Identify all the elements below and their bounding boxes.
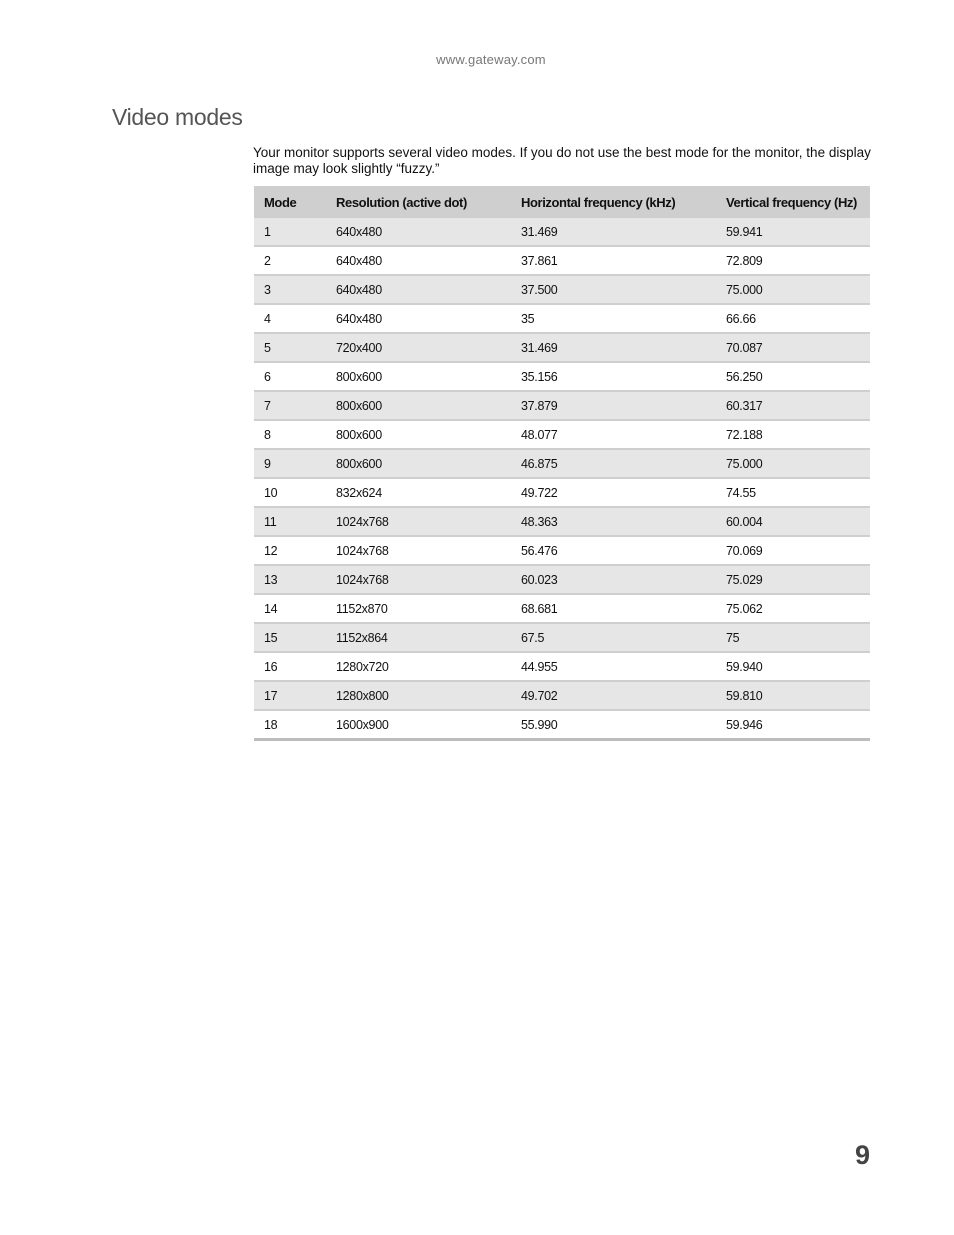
cell-mode: 12 xyxy=(254,536,326,565)
cell-resolution: 800x600 xyxy=(326,449,511,478)
cell-horizontal-frequency: 46.875 xyxy=(511,449,716,478)
cell-vertical-frequency: 75.029 xyxy=(716,565,870,594)
cell-vertical-frequency: 56.250 xyxy=(716,362,870,391)
cell-mode: 13 xyxy=(254,565,326,594)
cell-mode: 16 xyxy=(254,652,326,681)
cell-resolution: 800x600 xyxy=(326,420,511,449)
cell-vertical-frequency: 75.000 xyxy=(716,449,870,478)
cell-resolution: 1152x864 xyxy=(326,623,511,652)
cell-vertical-frequency: 66.66 xyxy=(716,304,870,333)
cell-horizontal-frequency: 48.077 xyxy=(511,420,716,449)
table-row xyxy=(254,536,870,565)
table-row xyxy=(254,333,870,362)
cell-mode: 6 xyxy=(254,362,326,391)
table-row xyxy=(254,275,870,304)
cell-vertical-frequency: 70.087 xyxy=(716,333,870,362)
cell-vertical-frequency: 72.188 xyxy=(716,420,870,449)
column-header-mode: Mode xyxy=(254,186,326,218)
cell-vertical-frequency: 59.946 xyxy=(716,710,870,740)
cell-horizontal-frequency: 68.681 xyxy=(511,594,716,623)
cell-mode: 18 xyxy=(254,710,326,740)
cell-horizontal-frequency: 31.469 xyxy=(511,333,716,362)
cell-vertical-frequency: 60.004 xyxy=(716,507,870,536)
cell-horizontal-frequency: 44.955 xyxy=(511,652,716,681)
intro-paragraph: Your monitor supports several video modes. If you do not use the best mode for the monitor, the display image may look slightly “fuzzy.” xyxy=(253,145,871,176)
cell-resolution: 1024x768 xyxy=(326,507,511,536)
cell-mode: 15 xyxy=(254,623,326,652)
table-row xyxy=(254,478,870,507)
cell-resolution: 640x480 xyxy=(326,218,511,246)
cell-mode: 9 xyxy=(254,449,326,478)
cell-mode: 11 xyxy=(254,507,326,536)
cell-horizontal-frequency: 31.469 xyxy=(511,218,716,246)
cell-vertical-frequency: 70.069 xyxy=(716,536,870,565)
cell-resolution: 1280x720 xyxy=(326,652,511,681)
table-row xyxy=(254,420,870,449)
cell-mode: 7 xyxy=(254,391,326,420)
cell-mode: 4 xyxy=(254,304,326,333)
cell-vertical-frequency: 59.940 xyxy=(716,652,870,681)
cell-horizontal-frequency: 55.990 xyxy=(511,710,716,740)
cell-horizontal-frequency: 56.476 xyxy=(511,536,716,565)
video-modes-table xyxy=(254,186,870,741)
table-row xyxy=(254,623,870,652)
cell-vertical-frequency: 75.000 xyxy=(716,275,870,304)
column-header-vertical-frequency: Vertical frequency (Hz) xyxy=(716,186,870,218)
column-header-resolution: Resolution (active dot) xyxy=(326,186,511,218)
cell-horizontal-frequency: 67.5 xyxy=(511,623,716,652)
cell-mode: 10 xyxy=(254,478,326,507)
cell-resolution: 640x480 xyxy=(326,275,511,304)
page-number: 9 xyxy=(854,1140,870,1170)
cell-resolution: 800x600 xyxy=(326,362,511,391)
cell-resolution: 832x624 xyxy=(326,478,511,507)
cell-vertical-frequency: 75 xyxy=(716,623,870,652)
table-row xyxy=(254,218,870,246)
column-header-horizontal-frequency: Horizontal frequency (kHz) xyxy=(511,186,716,218)
cell-mode: 14 xyxy=(254,594,326,623)
cell-horizontal-frequency: 37.861 xyxy=(511,246,716,275)
cell-mode: 5 xyxy=(254,333,326,362)
cell-resolution: 1024x768 xyxy=(326,536,511,565)
cell-horizontal-frequency: 60.023 xyxy=(511,565,716,594)
cell-mode: 3 xyxy=(254,275,326,304)
table-row xyxy=(254,304,870,333)
cell-vertical-frequency: 59.941 xyxy=(716,218,870,246)
cell-resolution: 1024x768 xyxy=(326,565,511,594)
table-row xyxy=(254,391,870,420)
table-row xyxy=(254,565,870,594)
table-row xyxy=(254,246,870,275)
table-row xyxy=(254,507,870,536)
table-row xyxy=(254,449,870,478)
cell-vertical-frequency: 75.062 xyxy=(716,594,870,623)
table-header-row xyxy=(254,186,870,218)
cell-resolution: 720x400 xyxy=(326,333,511,362)
cell-resolution: 1152x870 xyxy=(326,594,511,623)
cell-vertical-frequency: 72.809 xyxy=(716,246,870,275)
cell-resolution: 1280x800 xyxy=(326,681,511,710)
cell-horizontal-frequency: 49.722 xyxy=(511,478,716,507)
cell-horizontal-frequency: 35.156 xyxy=(511,362,716,391)
section-title: Video modes xyxy=(112,104,243,130)
cell-vertical-frequency: 74.55 xyxy=(716,478,870,507)
cell-mode: 2 xyxy=(254,246,326,275)
cell-vertical-frequency: 59.810 xyxy=(716,681,870,710)
cell-mode: 17 xyxy=(254,681,326,710)
cell-horizontal-frequency: 48.363 xyxy=(511,507,716,536)
site-url: www.gateway.com xyxy=(436,52,546,67)
table-body xyxy=(254,218,870,740)
table-row xyxy=(254,710,870,740)
table-row xyxy=(254,652,870,681)
table-row xyxy=(254,681,870,710)
cell-mode: 8 xyxy=(254,420,326,449)
table-row xyxy=(254,594,870,623)
cell-resolution: 800x600 xyxy=(326,391,511,420)
cell-mode: 1 xyxy=(254,218,326,246)
cell-resolution: 640x480 xyxy=(326,304,511,333)
cell-horizontal-frequency: 35 xyxy=(511,304,716,333)
cell-resolution: 1600x900 xyxy=(326,710,511,740)
cell-horizontal-frequency: 37.500 xyxy=(511,275,716,304)
cell-horizontal-frequency: 49.702 xyxy=(511,681,716,710)
cell-resolution: 640x480 xyxy=(326,246,511,275)
cell-vertical-frequency: 60.317 xyxy=(716,391,870,420)
table-row xyxy=(254,362,870,391)
cell-horizontal-frequency: 37.879 xyxy=(511,391,716,420)
